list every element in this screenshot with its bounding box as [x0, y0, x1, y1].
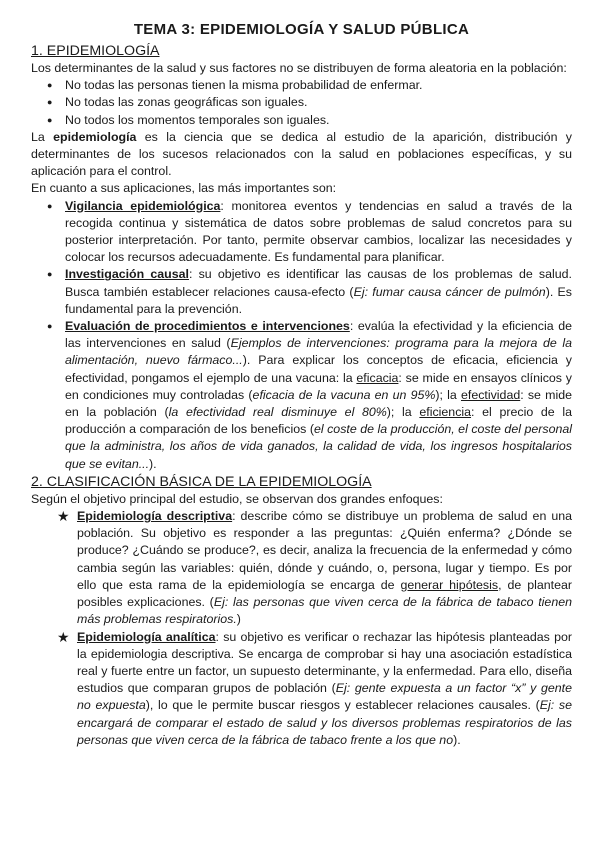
- section-1-intro: Los determinantes de la salud y sus factores no se distribuyen de forma aleatoria en la población:: [31, 61, 567, 75]
- applications-intro: En cuanto a sus aplicaciones, las más importantes son:: [31, 181, 337, 196]
- section-1-heading: 1. EPIDEMIOLOGÍA: [31, 43, 160, 59]
- definition-paragraph: La epidemiología es la ciencia que se dedica al estudio de la aparición, distribución y determinantes de los sucesos relacionados con la salud en poblaciones específicas, y su aplicación para el control.: [31, 129, 572, 179]
- term-descriptiva: Epidemiología descriptiva: [77, 509, 233, 524]
- list-item: ● No todas las zonas geográficas son iguales.: [65, 94, 572, 111]
- term-evaluacion: Evaluación de procedimientos e intervenciones: [65, 319, 350, 334]
- list-item: ● No todos los momentos temporales son iguales.: [65, 112, 572, 129]
- word-eficacia: eficacia: [356, 370, 399, 385]
- section-2-intro: Según el objetivo principal del estudio, se observan dos grandes enfoques:: [31, 491, 443, 506]
- list-item: ★ Epidemiología descriptiva: describe cómo se distribuye un problema de salud en una población. Su objetivo es responder a las preguntas: ¿Quién enferma? ¿Dónde se produce? ¿Cuándo se produce?, es decir, analiza la frecuencia de la enfermedad y cómo cambia según las variables: quién, dónde y cuándo, o, persona, lugar y tiempo. Es por ello que esta rama de la epidemiología se encarga de generar hipótesis, de plantear posibles explicaciones. (Ej: las personas que viven cerca de la fábrica de tabaco tienen más problemas respiratorios.): [77, 508, 572, 628]
- applications-list: [31, 198, 572, 473]
- list-item: ● Vigilancia epidemiológica: monitorea eventos y tendencias en salud a través de la recogida continua y sistemática de datos sobre problemas de salud concretos para su posterior interpretación. Por tanto, permite observar cambios, localizar las necesidades y colocar los recursos adecuadamente. Es fundamental para planificar.: [65, 198, 572, 267]
- list-item: ● Investigación causal: su objetivo es identificar las causas de los problemas de salud. Busca también establecer relaciones causa-efecto (Ej: fumar causa cáncer de pulmón). Es fundamental para la prevención.: [65, 266, 572, 318]
- list-item: ★ Epidemiología analítica: su objetivo es verificar o rechazar las hipótesis planteadas por la epidemiologia descriptiva. Se encarga de comprobar si hay una asociación estadística real y fuerte entre un factor, un supuesto determinante, y la enfermedad. Para ello, diseña estudios que comparan grupos de población (Ej: gente expuesta a un factor “x” y gente no expuesta), lo que le permite buscar riesgos y establecer relaciones causales. (Ej: se encargará de comparar el estado de salud y los diversos problemas respiratorios de las personas que viven cerca de la fábrica de tabaco frente a los que no).: [77, 629, 572, 749]
- list-item: ● Evaluación de procedimientos e intervenciones: evalúa la efectividad y la eficiencia de las intervenciones en salud (Ejemplos de intervenciones: programa para la mejora de la alimentación, nuevo fármaco...). Para explicar los conceptos de eficacia, eficiencia y efectividad, pongamos el ejemplo de una vacuna: la eficacia: se mide en ensayos clínicos y en condiciones muy controladas (eficacia de la vacuna en un 95%); la efectividad: se mide en la población (la efectividad real disminuye el 80%); la eficiencia: el precio de la producción a comparación de los beneficios (el coste de la producción, el coste del personal que la administra, los años de vida ganados, la calidad de vida, los ingresos hospitalarios que se evitan...).: [65, 318, 572, 473]
- page-title: TEMA 3: EPIDEMIOLOGÍA Y SALUD PÚBLICA: [133, 21, 470, 38]
- section-2-heading: 2. CLASIFICACIÓN BÁSICA DE LA EPIDEMIOLOGÍA: [31, 473, 372, 490]
- definition-term: epidemiología: [53, 129, 137, 144]
- term-vigilancia: Vigilancia epidemiológica: [65, 198, 221, 213]
- approaches-list: [31, 508, 572, 749]
- term-analitica: Epidemiología analítica: [77, 629, 216, 644]
- determinants-list: [31, 77, 572, 129]
- word-efectividad: efectividad: [460, 387, 521, 402]
- list-item: ● No todas las personas tienen la misma probabilidad de enfermar.: [65, 77, 572, 94]
- word-eficiencia: eficiencia: [419, 405, 472, 420]
- term-investigacion: Investigación causal: [65, 267, 189, 282]
- generar-hipotesis: generar hipótesis: [400, 577, 499, 592]
